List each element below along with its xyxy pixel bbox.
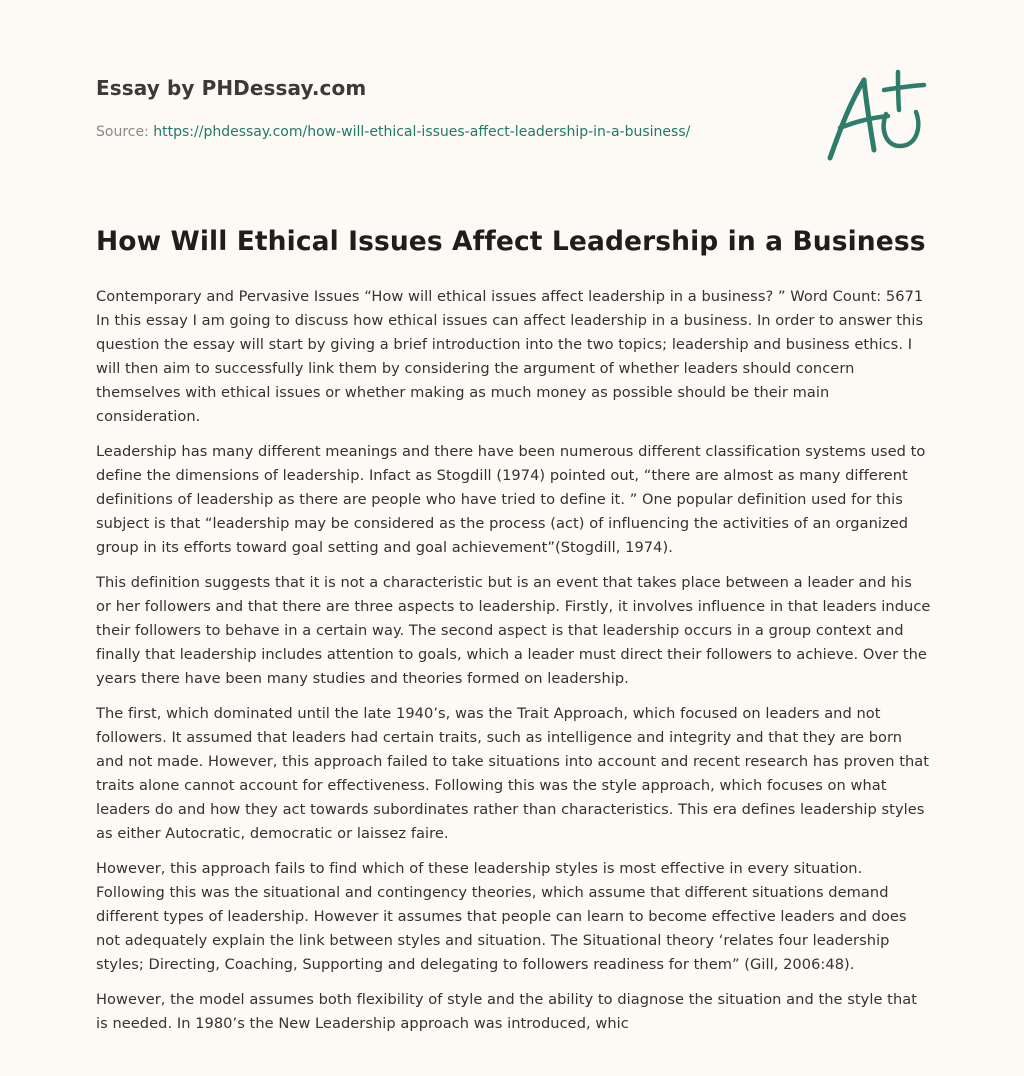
source-line bbox=[96, 124, 690, 140]
essay-paragraph: The first, which dominated until the late 1940’s, was the Trait Approach, which focused on leaders and not followers. It assumed that leaders had certain traits, such as intelligence and integrity and that they are born and not made. However, this approach failed to take situations into account and recent research has proven that traits alone cannot account for effectiveness. Following this was the style approach, which focuses on what leaders do and how they act towards subordinates rather than characteristics. This era defines leadership styles as either Autocratic, democratic or laissez faire. bbox=[96, 705, 930, 842]
logo-stroke bbox=[884, 85, 924, 90]
site-title: Essay by PHDessay.com bbox=[96, 76, 367, 100]
essay-paragraph: However, this approach fails to find which of these leadership styles is most effective in every situation. Following this was the situational and contingency theories, which assume that different situations demand different types of leadership. However it assumes that people can learn to become effective leaders and does not adequately explain the link between styles and situation. The Situational theory ‘relates four leadership styles; Directing, Coaching, Supporting and delegating to followers readiness for them” (Gill, 2006:48). bbox=[96, 860, 907, 973]
essay-body bbox=[96, 285, 931, 1047]
logo-stroke bbox=[830, 80, 864, 158]
essay-paragraph: However, the model assumes both flexibility of style and the ability to diagnose the situation and the style that is needed. In 1980’s the New Leadership approach was introduced, whic bbox=[96, 991, 918, 1032]
logo-stroke bbox=[898, 72, 899, 110]
essay-paragraph: Leadership has many different meanings and there have been numerous different classification systems used to define the dimensions of leadership. Infact as Stogdill (1974) pointed out, “there are almost as many different definitions of leadership as there are people who have tried to define it. ” One popular definition used for this subject is that “leadership may be considered as the process (act) of influencing the activities of an organized group in its efforts toward goal setting and goal achievement”(Stogdill, 1974). bbox=[96, 443, 926, 556]
source-label: Source: bbox=[96, 124, 154, 140]
a-plus-logo-icon bbox=[824, 66, 928, 164]
essay-paragraph: This definition suggests that it is not a characteristic but is an event that takes place between a leader and his or her followers and that there are three aspects to leadership. Firstly, it involves influence in that leaders induce their followers to behave in a certain way. The second aspect is that leadership occurs in a group context and finally that leadership includes attention to goals, which a leader must direct their followers to achieve. Over the years there have been many studies and theories formed on leadership. bbox=[96, 574, 931, 687]
source-link[interactable]: https://phdessay.com/how-will-ethical-issues-affect-leadership-in-a-business/ bbox=[153, 124, 691, 140]
essay-paragraph: Contemporary and Pervasive Issues “How will ethical issues affect leadership in a business? ” Word Count: 5671 In this essay I am going to discuss how ethical issues can affect leadership in a business. In order to answer this question the essay will start by giving a brief introduction into the two topics; leadership and business ethics. I will then aim to successfully link them by considering the argument of whether leaders should concern themselves with ethical issues or whether making as much money as possible should be their main consideration. bbox=[96, 288, 924, 425]
essay-title: How Will Ethical Issues Affect Leadership in a Business bbox=[96, 226, 926, 257]
logo-stroke bbox=[864, 80, 874, 150]
